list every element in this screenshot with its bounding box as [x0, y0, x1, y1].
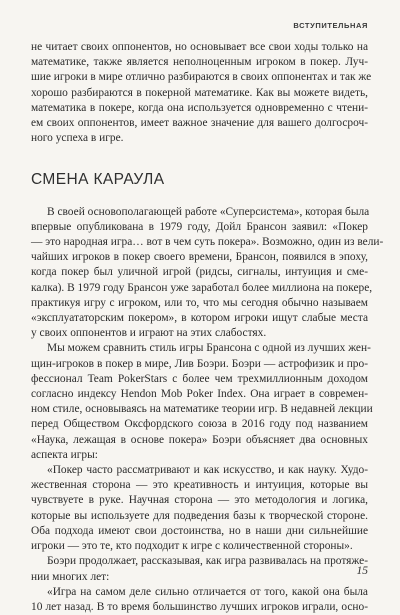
text-line: не читает своих оппонентов, но основывает все свои ходы только на	[31, 41, 368, 53]
text-line: жественная сторона — это креативность и интуиция, которые вы	[31, 479, 368, 492]
text-line: «Игра на самом деле сильно отличается от того, какой она была	[47, 585, 368, 598]
text-line: ем своих оппонентов, имеет важное значение для вашего долгосроч-	[31, 117, 368, 130]
text-line: согласно индексу Hendon Mob Poker Index. Она играет в современ-	[31, 388, 368, 401]
text-line: ном стиле, основываясь на математике теории игр. В недавней лекции	[31, 403, 373, 416]
quote-paragraph	[31, 463, 368, 554]
text-line: калка). В 1979 году Брансон уже заработал более миллиона на покере,	[31, 281, 373, 294]
text-line: Оба подхода имеют свои достоинства, но в наши дни сильнейшие	[31, 524, 368, 537]
text-line: — это народная игра… вот в чем суть покера». Возможно, один из вели-	[31, 236, 384, 249]
text-line: шие игроки в мире отлично разбираются в своих оппонентах и так же	[31, 71, 372, 84]
text-line: хорошо разбираются в покерной математике. Как вы можете видеть,	[31, 86, 368, 99]
text-line: 10 лет назад. В то время большинство лучших игроков играли, осно-	[31, 600, 368, 613]
text-line: Мы можем сравнить стиль игры Брансона с одной из лучших жен-	[47, 342, 371, 355]
text-line: когда покер был уличной игрой (ридсы, сигналы, интуиция и сме-	[31, 266, 368, 279]
intro-paragraph	[31, 40, 372, 146]
section-title: СМЕНА КАРАУЛА	[31, 171, 165, 189]
text-line: впервые опубликована в 1979 году, Дойл Брансон заявил: «Покер	[31, 220, 368, 233]
text-line: аспекта игры:	[31, 448, 98, 461]
page-body	[31, 40, 384, 615]
text-line: математике, также является неполноценным игроком в покер. Луч-	[31, 56, 368, 69]
text-line: фессионал Team PokerStars с более чем трехмиллионным доходом	[31, 372, 368, 385]
text-line: щин-игроков в покер в мире, Лив Боэри. Боэри — астрофизик и про-	[31, 357, 368, 370]
text-line: практикуя игру с игроком, или то, что мы сегодня обычно называем	[31, 296, 368, 309]
text-line: игроки — это те, кто подходит к игре с количественной стороны».	[31, 540, 353, 553]
running-header: ВСТУПИТЕЛЬНАЯ	[293, 21, 368, 30]
text-line: математика в покере, когда она используется одновременно с чтени-	[31, 101, 368, 114]
text-line: которые вы используете для подведения базы к творческой стороне.	[31, 509, 368, 522]
paragraph-4	[31, 554, 368, 584]
text-line: чувствуете в руке. Научная сторона — это методология и логика,	[31, 494, 368, 507]
paragraph-2	[31, 341, 373, 463]
text-line: ного успеха в игре.	[31, 132, 124, 145]
text-line: «Покер часто рассматривают и как искусство, и как науку. Худо-	[47, 464, 368, 477]
text-line: у своих оппонентов и играют на этих слабостях.	[31, 327, 267, 340]
text-line: Боэри продолжает, рассказывая, как игра развивалась на протяже-	[47, 555, 368, 568]
text-line: нии многих лет:	[31, 570, 110, 583]
page-number: 15	[356, 565, 368, 577]
text-line: чайших игроков в покер своего времени, Брансон, появился в эпоху,	[31, 251, 368, 264]
text-line: «эксплуататорским покером», в котором игроки ищут слабые места	[31, 312, 368, 325]
text-line: «Наука, лежащая в основе покера» Боэри объясняет два основных	[31, 433, 368, 446]
text-line: В своей основополагающей работе «Суперсистема», которая была	[47, 205, 370, 218]
paragraph-1	[31, 205, 384, 342]
text-line: перед Обществом Оксфордского союза в 2016 году под названием	[31, 418, 368, 431]
